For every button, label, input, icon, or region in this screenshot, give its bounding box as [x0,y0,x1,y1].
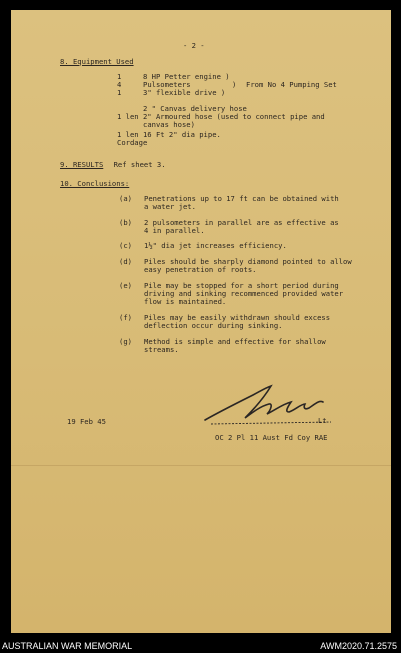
footer-institution: AUSTRALIAN WAR MEMORIAL [2,641,133,651]
conclusion-label-d: (d) [119,257,132,266]
archive-footer [0,641,401,653]
page-number: - 2 - [183,41,205,50]
equipment-heading: 8. Equipment Used [60,57,134,66]
signature-title: OC 2 Pl 11 Aust Fd Coy RAE [215,433,328,442]
conclusion-g-line-1: Method is simple and effective for shallow [144,337,326,346]
conclusion-label-a: (a) [119,194,132,203]
conclusion-a-line-2: a water jet. [144,202,196,211]
equipment-pipe-line: 1 len 16 Ft 2" dia pipe. [117,130,221,139]
conclusion-e-line-2: driving and sinking recommenced provided water [144,289,344,298]
results-heading [60,160,166,169]
equipment-qty-2: 4 [117,80,122,89]
signature-rank: Lt [318,416,327,425]
equipment-desc-2: Pulsometers [143,80,191,89]
results-text: Ref sheet 3. [113,160,166,169]
conclusion-f-line-2: deflection occur during sinking. [144,321,283,330]
conclusion-b-line-2: 4 in parallel. [144,226,205,235]
conclusion-label-g: (g) [119,337,132,346]
footer-accession-number: AWM2020.71.2575 [320,641,397,651]
conclusion-g-line-2: streams. [144,345,179,354]
equipment-qty-1: 1 [117,72,122,81]
conclusion-e-line-3: flow is maintained. [144,297,227,306]
conclusion-a-line-1: Penetrations up to 17 ft can be obtained with [144,194,339,203]
conclusion-f-line-1: Piles may be easily withdrawn should excess [144,313,331,322]
conclusion-label-b: (b) [119,218,132,227]
equipment-desc-3: 3" flexible drive ) [143,88,226,97]
conclusion-label-e: (e) [119,281,132,290]
equipment-armoured-line-2: canvas hose) [143,120,195,129]
equipment-brace: ) [232,80,237,89]
signature-date: 19 Feb 45 [67,417,106,426]
document-page [11,10,391,633]
conclusion-d-line-2: easy penetration of roots. [144,265,257,274]
conclusion-d-line-1: Piles should be sharply diamond pointed to allow [144,257,352,266]
handwritten-signature [201,382,351,432]
results-heading-label: 9. RESULTS [60,160,104,169]
conclusion-label-c: (c) [119,241,132,250]
equipment-cordage: Cordage [117,138,148,147]
conclusion-c-line-1: 1½" dia jet increases efficiency. [144,241,287,250]
conclusion-e-line-1: Pile may be stopped for a short period during [144,281,339,290]
conclusion-label-f: (f) [119,313,132,322]
equipment-armoured-line-1: 1 len 2" Armoured hose (used to connect pipe and [117,112,325,121]
conclusions-heading: 10. Conclusions: [60,179,130,188]
equipment-hose-line: 2 " Canvas delivery hose [143,104,247,113]
conclusion-b-line-1: 2 pulsometers in parallel are as effective as [144,218,339,227]
equipment-desc-1: 8 HP Petter engine ) [143,72,230,81]
equipment-source-note: From No 4 Pumping Set [246,80,337,89]
equipment-qty-3: 1 [117,88,122,97]
paper-fold-line [11,465,391,466]
